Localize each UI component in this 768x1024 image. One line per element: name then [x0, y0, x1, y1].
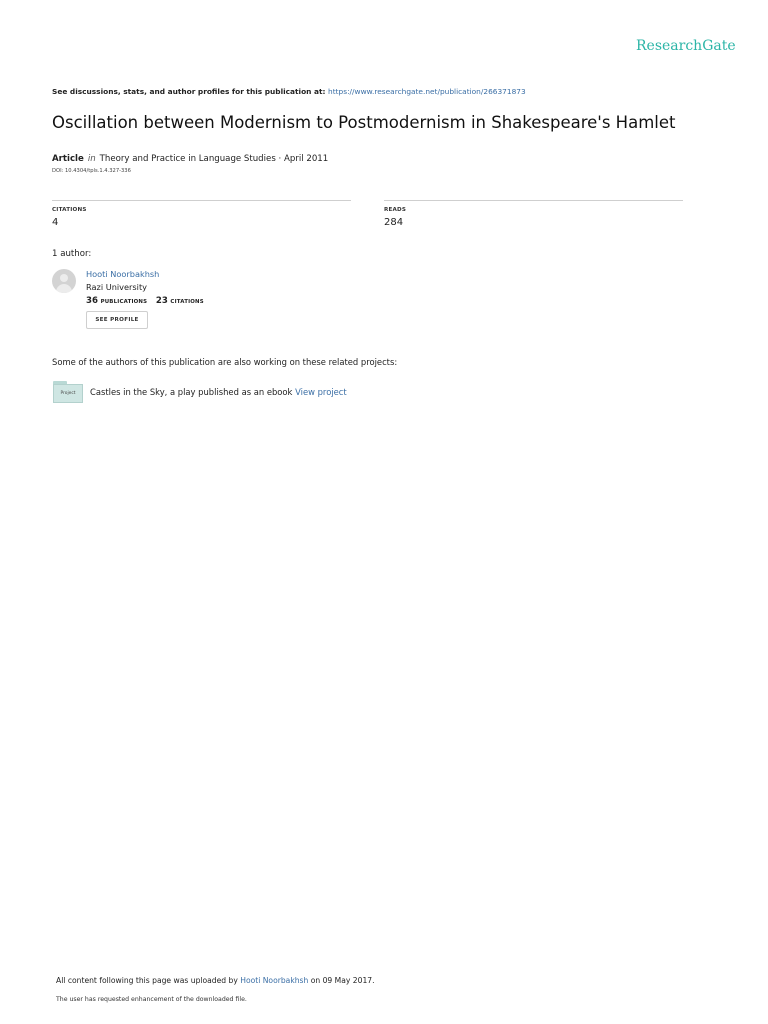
author-name-link[interactable]: Hooti Noorbakhsh — [86, 269, 160, 279]
avatar-head — [60, 274, 68, 282]
reads-value: 284 — [384, 217, 404, 228]
avatar-body — [56, 284, 72, 293]
author-publications-count: 36 — [86, 296, 98, 306]
reads-label: READS — [384, 207, 407, 213]
enhancement-note: The user has requested enhancement of the downloaded file. — [56, 996, 247, 1003]
author-citations-label: CITATIONS — [170, 299, 204, 305]
author-citations-count: 23 — [155, 296, 168, 306]
publication-type: Article — [52, 154, 84, 164]
author-avatar-icon[interactable] — [52, 269, 76, 293]
citations-label: CITATIONS — [52, 207, 87, 213]
citations-divider — [52, 200, 351, 201]
publication-meta — [52, 154, 328, 164]
project-folder-icon[interactable] — [53, 381, 83, 403]
project-title: Castles in the Sky, a play published as an ebook — [90, 387, 293, 397]
author-affiliation: Razi University — [86, 282, 148, 292]
in-label: in — [87, 154, 96, 164]
view-project-link[interactable]: View project — [295, 387, 347, 397]
doi: DOI: 10.4304/tpls.1.4.327-336 — [52, 168, 131, 174]
related-project-item — [90, 387, 347, 397]
project-icon-label: Project — [60, 391, 76, 396]
author-publications-label: PUBLICATIONS — [100, 299, 148, 305]
upload-suffix: on 09 May 2017. — [308, 976, 375, 985]
publication-url-link[interactable]: https://www.researchgate.net/publication/266371873 — [328, 87, 526, 96]
upload-notice — [56, 976, 375, 985]
author-stats — [86, 295, 210, 306]
see-profile-button[interactable]: SEE PROFILE — [86, 311, 148, 329]
publication-venue: Theory and Practice in Language Studies · April 2011 — [99, 154, 329, 164]
reads-divider — [384, 200, 683, 201]
upload-prefix: All content following this page was uploaded by — [56, 976, 241, 985]
authors-heading: 1 author: — [52, 249, 92, 259]
citations-value: 4 — [52, 217, 59, 228]
related-projects-heading: Some of the authors of this publication are also working on these related projects: — [52, 357, 398, 367]
discussion-line — [52, 87, 526, 96]
publication-title: Oscillation between Modernism to Postmodernism in Shakespeare's Hamlet — [52, 113, 676, 132]
researchgate-logo[interactable]: ResearchGate — [636, 38, 736, 54]
uploader-link[interactable]: Hooti Noorbakhsh — [240, 976, 309, 985]
discussion-text: See discussions, stats, and author profiles for this publication at: — [52, 87, 329, 96]
